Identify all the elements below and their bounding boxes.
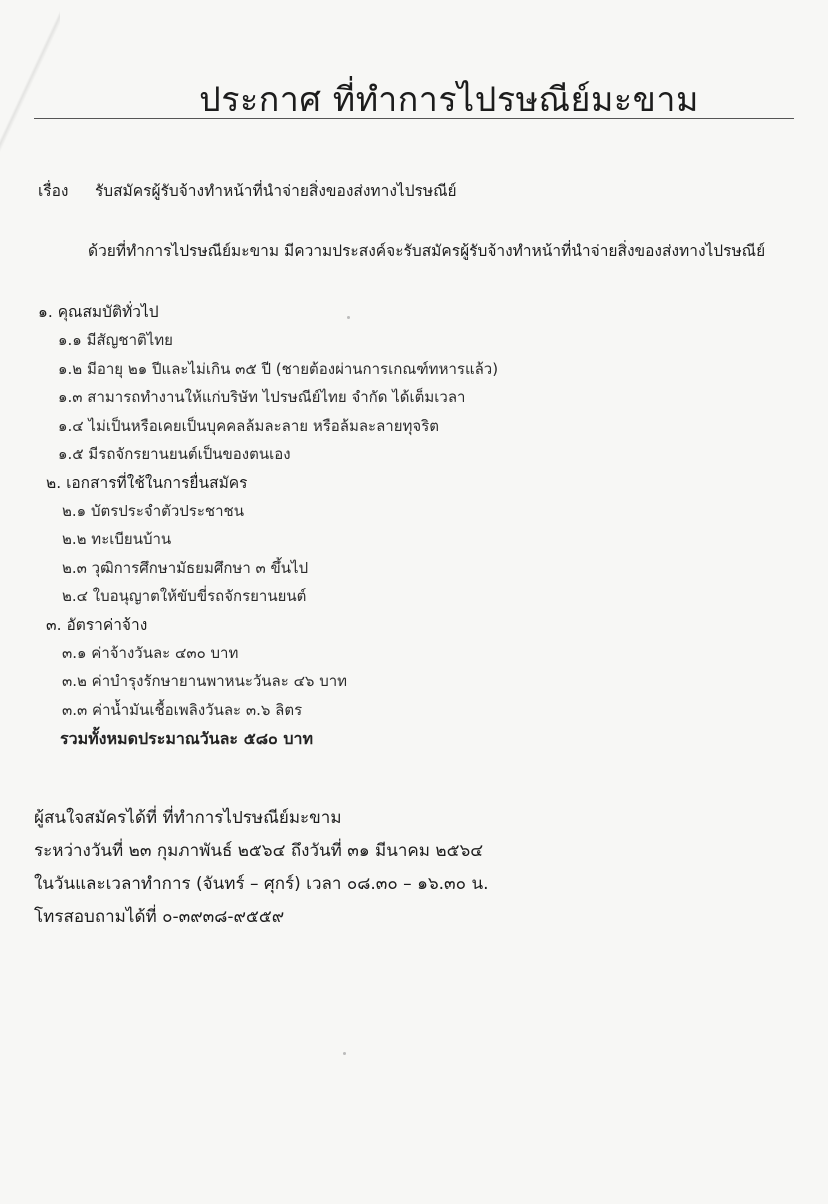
list-item: ๑.๑ มีสัญชาติไทย (58, 331, 173, 349)
section-qualifications (38, 298, 798, 469)
list-item: ๓.๑ ค่าจ้างวันละ ๔๓๐ บาท (62, 643, 239, 662)
section-wages (38, 611, 798, 755)
contact-line-hours: ในวันและเวลาทำการ (จันทร์ – ศุกร์) เวลา ๐๘.๓๐ – ๑๖.๓๐ น. (34, 874, 489, 894)
list-item: ๒.๑ บัตรประจำตัวประชาชน (62, 501, 244, 520)
subject-label: เรื่อง (38, 182, 69, 200)
list-item: ๓.๒ ค่าบำรุงรักษายานพาหนะวันละ ๔๖ บาท (62, 672, 348, 690)
list-item: ๑.๓ สามารถทำงานให้แก่บริษัท ไปรษณีย์ไทย จำกัด ได้เต็มเวลา (58, 388, 466, 406)
document-title: ประกาศ ที่ทำการไปรษณีย์มะขาม (199, 80, 699, 120)
section-heading: ๒. เอกสารที่ใช้ในการยื่นสมัคร (46, 473, 248, 492)
contact-block (34, 802, 488, 934)
section-heading: ๑. คุณสมบัติทั่วไป (38, 303, 159, 321)
list-item: ๑.๕ มีรถจักรยานยนต์เป็นของตนเอง (58, 445, 291, 463)
contact-line-phone: โทรสอบถามได้ที่ ๐-๓๙๓๘-๙๕๕๙ (34, 907, 285, 927)
list-item: ๒.๒ ทะเบียนบ้าน (62, 530, 172, 548)
list-item: ๒.๓ วุฒิการศึกษามัธยมศึกษา ๓ ขึ้นไป (62, 558, 309, 577)
paper-speck (347, 316, 350, 319)
intro-paragraph: ด้วยที่ทำการไปรษณีย์มะขาม มีความประสงค์จะรับสมัครผู้รับจ้างทำหน้าที่นำจ่ายสิ่งของส่งทางไปรษณีย์ (88, 242, 766, 260)
paper-speck (343, 1052, 346, 1055)
section-heading: ๓. อัตราค่าจ้าง (46, 615, 148, 634)
list-item: ๒.๔ ใบอนุญาตให้ขับขี่รถจักรยานยนต์ (62, 587, 307, 605)
title-underline (34, 118, 794, 119)
list-item: ๓.๓ ค่าน้ำมันเชื้อเพลิงวันละ ๓.๖ ลิตร (62, 700, 303, 719)
subject-text: รับสมัครผู้รับจ้างทำหน้าที่นำจ่ายสิ่งของส่งทางไปรษณีย์ (94, 182, 457, 200)
list-item: ๑.๔ ไม่เป็นหรือเคยเป็นบุคคลล้มละลาย หรือล้มละลายทุจริต (58, 416, 439, 435)
wage-total: รวมทั้งหมดประมาณวันละ ๕๘๐ บาท (60, 729, 314, 748)
contact-line-dates: ระหว่างวันที่ ๒๓ กุมภาพันธ์ ๒๕๖๔ ถึงวันที่ ๓๑ มีนาคม ๒๕๖๔ (34, 841, 484, 861)
list-item: ๑.๒ มีอายุ ๒๑ ปีและไม่เกิน ๓๕ ปี (ชายต้องผ่านการเกณฑ์ทหารแล้ว) (58, 359, 499, 378)
subject-line (38, 178, 457, 203)
section-documents (38, 469, 798, 611)
contact-line-location: ผู้สนใจสมัครได้ที่ ที่ทำการไปรษณีย์มะขาม (34, 808, 342, 828)
sections-list (38, 298, 798, 754)
